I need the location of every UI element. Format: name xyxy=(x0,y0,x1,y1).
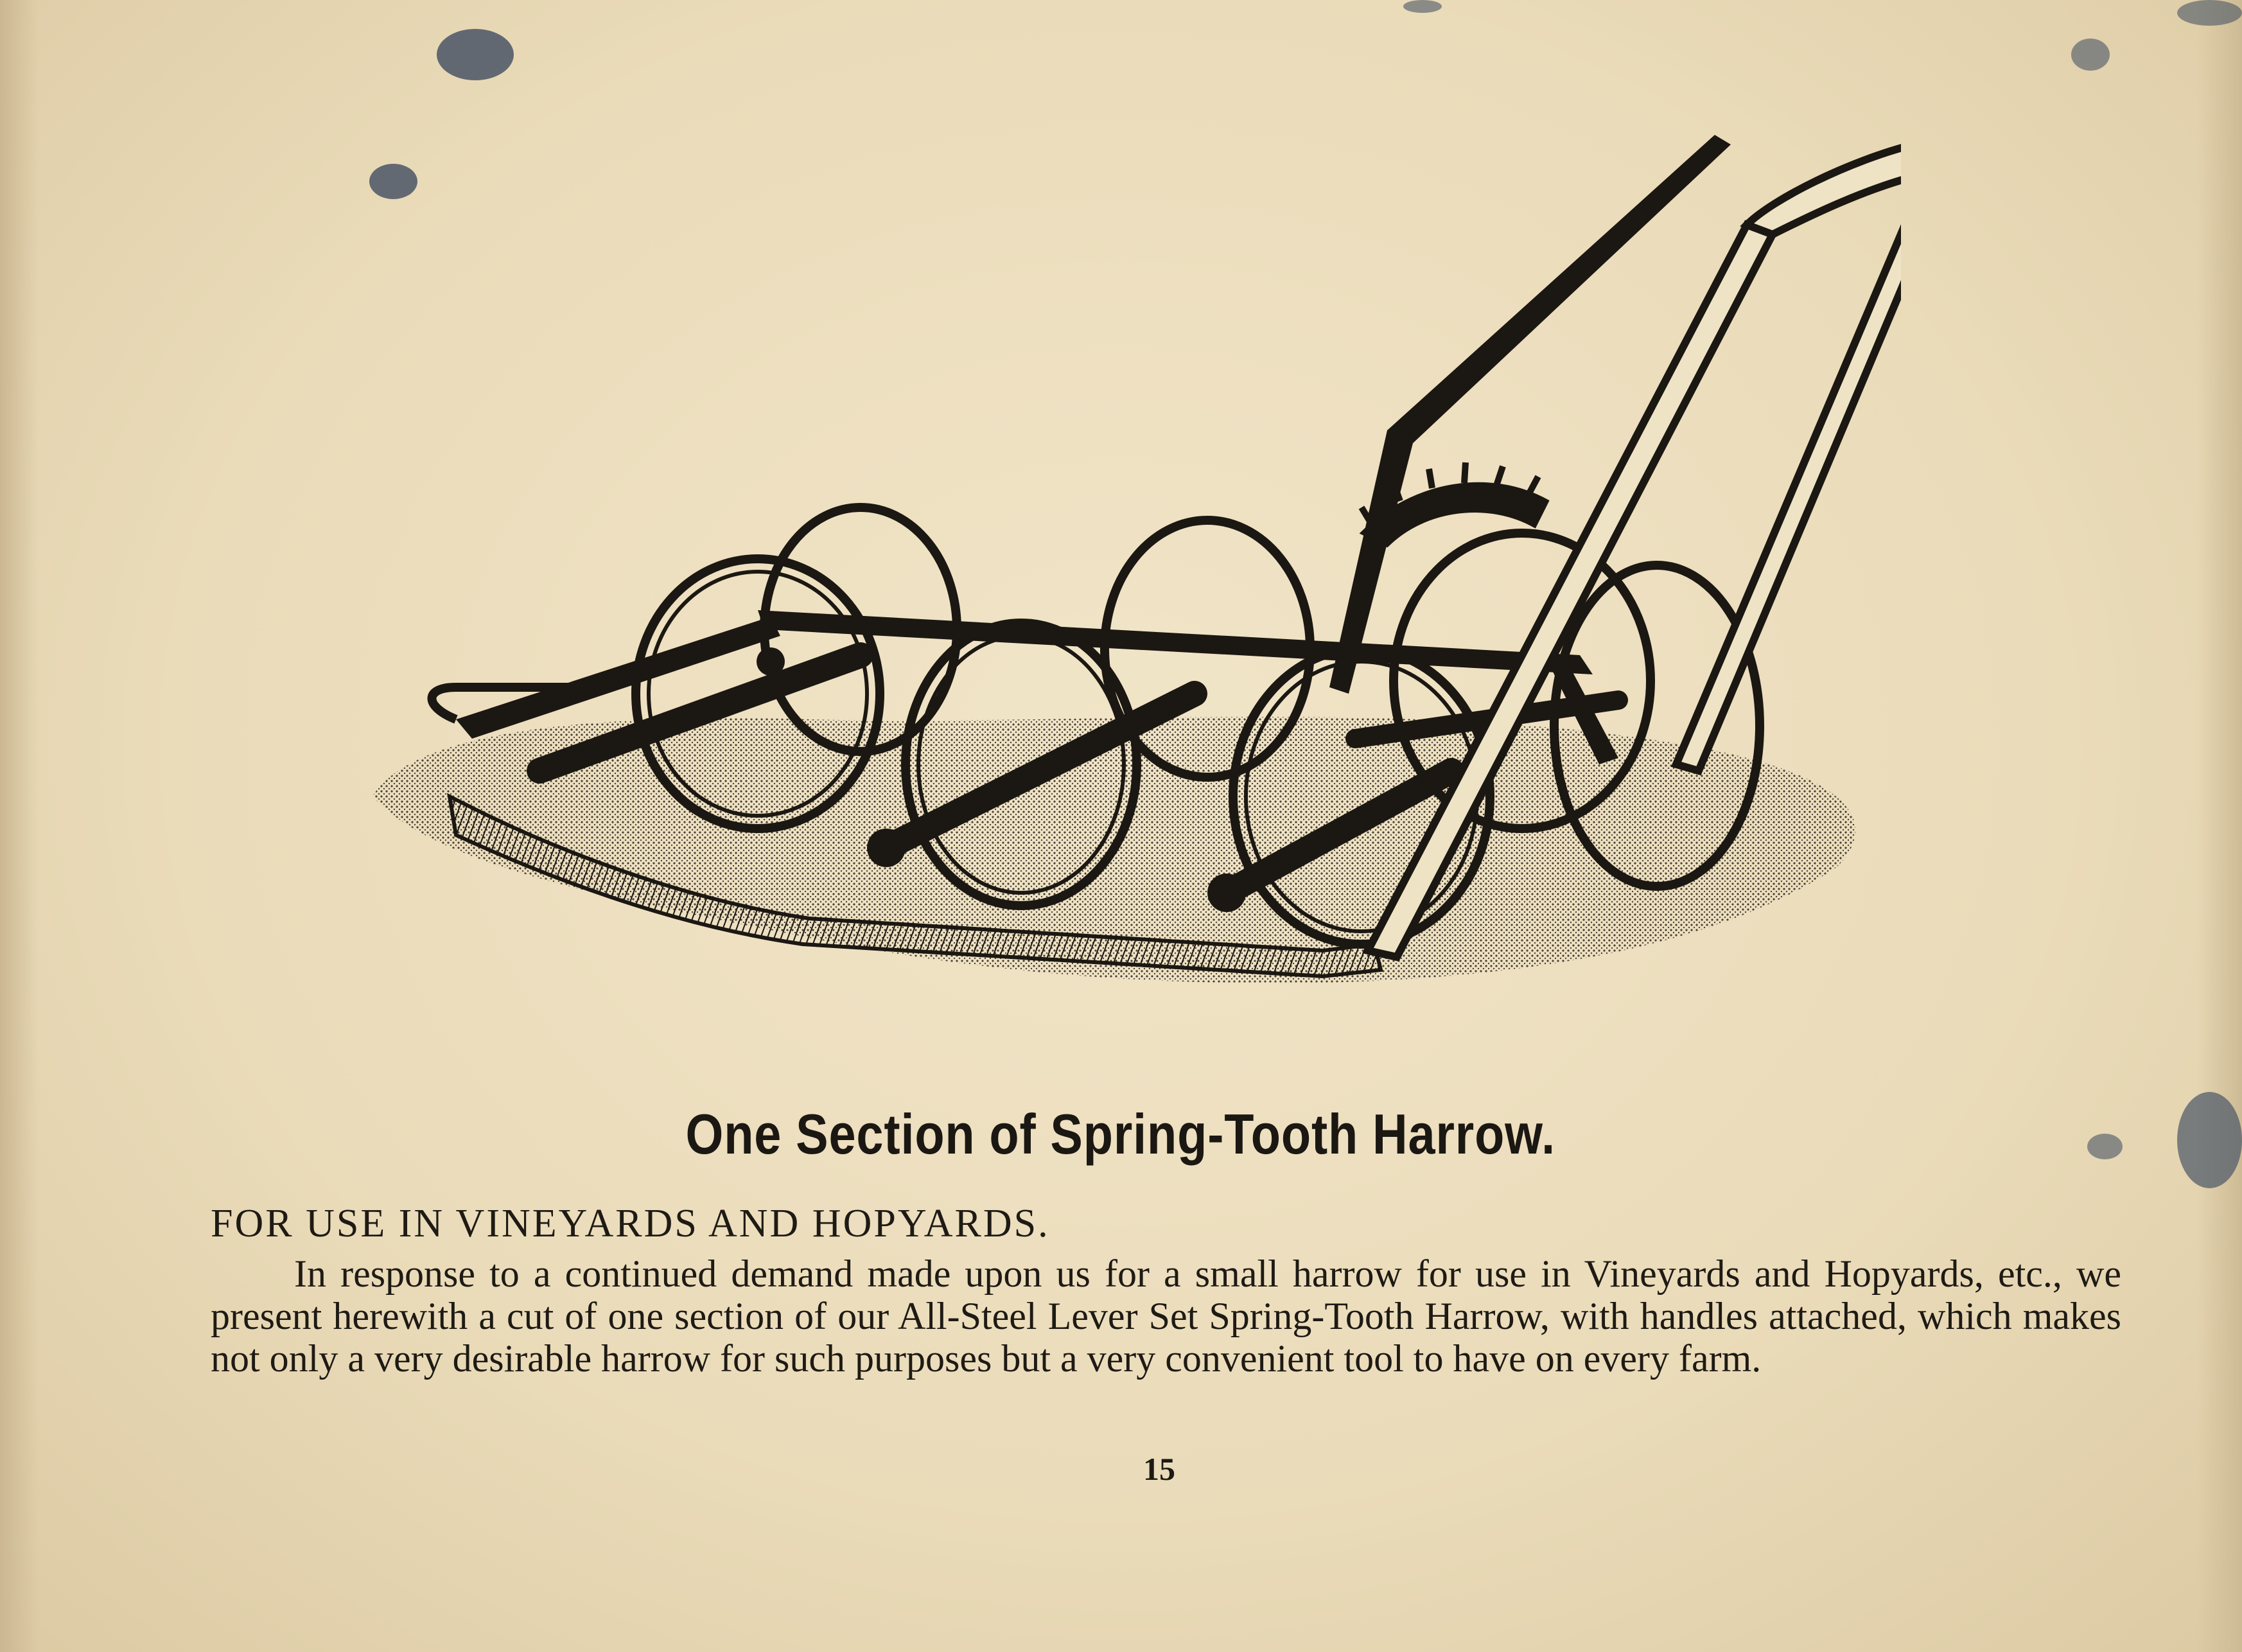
stain-spot xyxy=(437,29,514,80)
body-paragraph: In response to a continued demand made upon us for a small harrow for use in Vineyards and Hopyards, etc., we present herewith a cut of one section of our All-Steel Lever Set Spring-Tooth Harrow, with handles attached, which makes not only a very desirable harrow for such purposes but a very convenient tool to have on every farm. xyxy=(211,1252,2121,1380)
stain-spot xyxy=(2071,39,2110,71)
stain-spot xyxy=(2177,1092,2242,1188)
harrow-illustration xyxy=(360,122,1901,1085)
handle-right xyxy=(1676,173,1901,771)
stain-spot xyxy=(1403,0,1442,13)
handle-crossbar xyxy=(1747,143,1901,234)
page-number: 15 xyxy=(1143,1451,1175,1487)
axle-bearing xyxy=(867,829,906,867)
stain-spot xyxy=(2087,1134,2123,1159)
section-heading: FOR USE IN VINEYARDS AND HOPYARDS. xyxy=(211,1202,1050,1245)
axle-bearing xyxy=(1207,874,1246,912)
frame-back-bar xyxy=(758,610,1593,674)
page-edge-shadow-left xyxy=(0,0,39,1652)
stain-spot xyxy=(2177,0,2242,26)
page-edge-shadow-right xyxy=(2197,0,2242,1652)
illustration-caption: One Section of Spring-Tooth Harrow. xyxy=(685,1102,1555,1166)
axle-bearing xyxy=(757,647,785,676)
